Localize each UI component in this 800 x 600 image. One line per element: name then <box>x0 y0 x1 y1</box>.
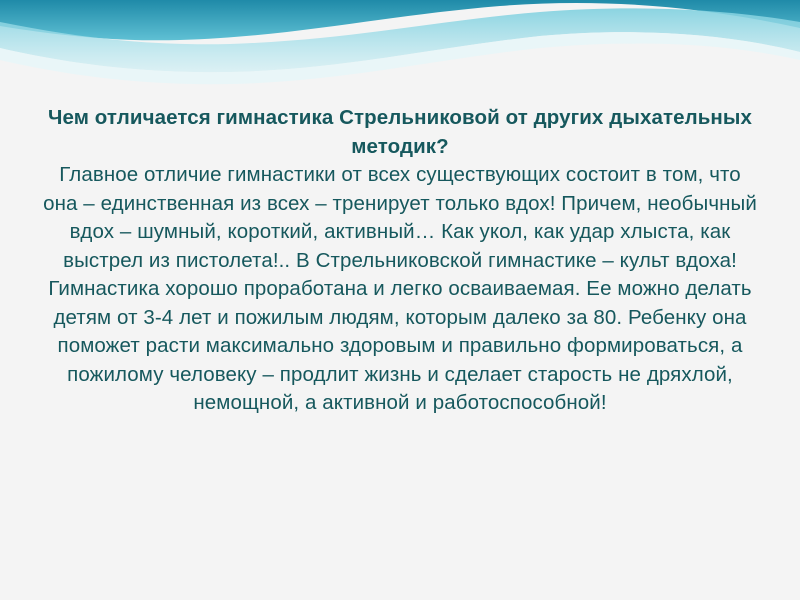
paragraph-main-difference: Главное отличие гимнастики от всех существующих состоит в том, что она – единственная из всех – тренирует только вдох! Причем, необычный вдох – шумный, короткий, активный… Как укол, как удар хлыста, как выстрел из пистолета!.. В Стрельниковской гимнастике – культ вдоха! <box>43 163 757 272</box>
paragraph-benefits: Гимнастика хорошо проработана и легко осваиваемая. Ее можно делать детям от 3-4 лет и пожилым людям, которым далеко за 80. Ребенку она поможет расти максимально здоровым и правильно формироваться, а пожилому человеку – продлит жизнь и сделает старость не дряхлой, немощной, а активной и работоспособной! <box>48 277 752 414</box>
slide-title: Чем отличается гимнастика Стрельниковой от других дыхательных методик? <box>47 106 753 158</box>
wave-header-decoration <box>0 0 800 95</box>
slide-text-block <box>40 104 760 418</box>
